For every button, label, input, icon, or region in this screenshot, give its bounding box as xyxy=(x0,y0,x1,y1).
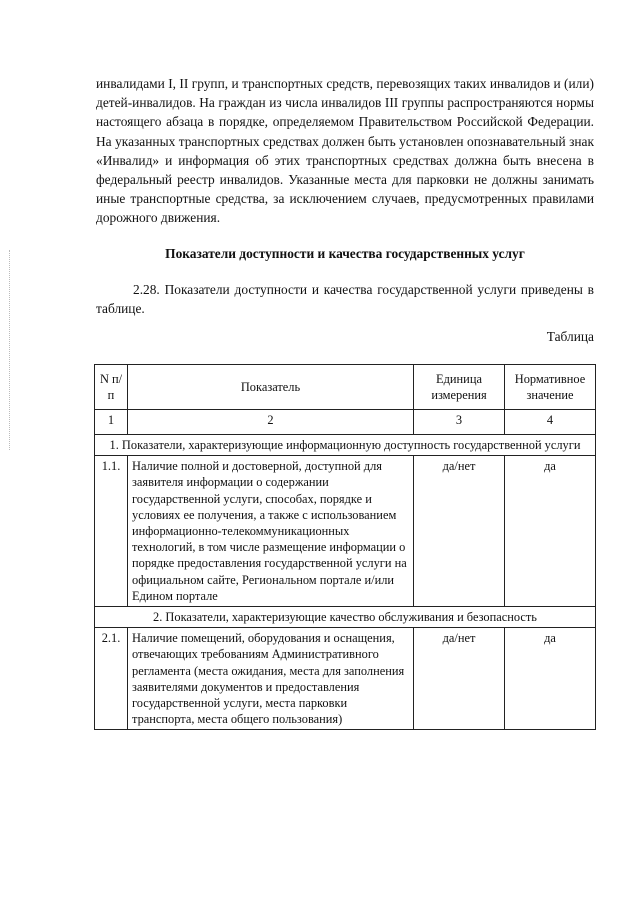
header-unit: Единица измерения xyxy=(414,365,505,410)
section-title: 1. Показатели, характеризующие информационную доступность государственной услуги xyxy=(95,435,596,456)
body-paragraph xyxy=(96,74,594,228)
row-unit: да/нет xyxy=(414,628,505,730)
row-norm: да xyxy=(505,456,596,607)
row-indicator: Наличие помещений, оборудования и оснащения, отвечающих требованиям Административного регламента (места ожидания, места для заполнения заявителями документов и предоставления государственной услуги, места парковки транспорта, места общего пользования) xyxy=(128,628,414,730)
section-title: 2. Показатели, характеризующие качество обслуживания и безопасность xyxy=(95,607,596,628)
section-heading: Показатели доступности и качества государственных услуг xyxy=(165,246,525,261)
indicators-table xyxy=(94,364,596,730)
row-num: 1.1. xyxy=(95,456,128,607)
scan-margin-mark xyxy=(9,250,10,450)
section-row xyxy=(95,435,596,456)
table-row xyxy=(95,628,596,730)
column-number: 2 xyxy=(128,410,414,435)
column-number: 3 xyxy=(414,410,505,435)
row-num: 2.1. xyxy=(95,628,128,730)
intro-paragraph: 2.28. Показатели доступности и качества государственной услуги приведены в таблице. xyxy=(96,282,594,317)
column-number: 4 xyxy=(505,410,596,435)
row-norm: да xyxy=(505,628,596,730)
paragraph-text: инвалидами I, II групп, и транспортных средств, перевозящих таких инвалидов и (или) детей-инвалидов. На граждан из числа инвалидов III группы распространяются нормы настоящего абзаца в порядке, определяемом Правительством Российской Федерации. На указанных транспортных средствах должен быть установлен опознавательный знак «Инвалид» и информация об этих транспортных средствах должна быть внесена в федеральный реестр инвалидов. Указанные места для парковки не должны занимать иные транспортные средства, за исключением случаев, предусмотренных правилами дорожного движения. xyxy=(96,76,594,226)
header-norm: Нормативное значение xyxy=(505,365,596,410)
row-unit: да/нет xyxy=(414,456,505,607)
table-label: Таблица xyxy=(546,329,594,344)
header-num: N п/п xyxy=(95,365,128,410)
row-indicator: Наличие полной и достоверной, доступной для заявителя информации о содержании государственной услуги, способах, порядке и условиях ее получения, а также с использованием информационно-телекоммуникационных технологий, в том числе размещение информации о порядке предоставления государственной услуги на официальном сайте, Региональном портале и/или Едином портале xyxy=(128,456,414,607)
header-indicator: Показатель xyxy=(128,365,414,410)
table-header-row xyxy=(95,365,596,410)
section-row xyxy=(95,607,596,628)
table-row xyxy=(95,456,596,607)
column-number-row xyxy=(95,410,596,435)
column-number: 1 xyxy=(95,410,128,435)
